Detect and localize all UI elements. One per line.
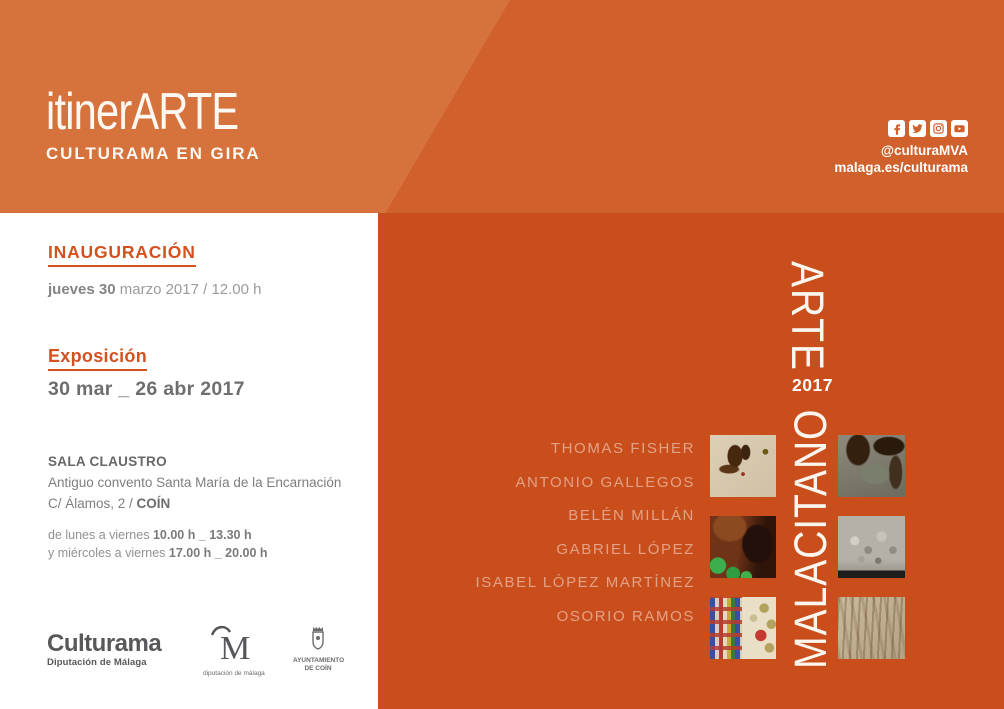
inauguration-title: INAUGURACIÓN bbox=[48, 242, 196, 267]
diputacion-malaga-logo bbox=[203, 622, 265, 677]
facebook-icon bbox=[888, 120, 905, 137]
hours-line-1-days: de lunes a viernes bbox=[48, 528, 153, 542]
artist-name: ANTONIO GALLEGOS bbox=[515, 473, 695, 491]
brand-title-light: itiner bbox=[46, 83, 132, 141]
artist-name: THOMAS FISHER bbox=[550, 440, 695, 457]
vertical-title-year: 2017 bbox=[792, 375, 833, 395]
instagram-icon bbox=[930, 120, 947, 137]
brand-logo bbox=[46, 83, 286, 163]
venue-street: C/ Álamos, 2 / bbox=[48, 496, 137, 511]
hours-line-2-times: 17.00 h _ 20.00 h bbox=[168, 545, 268, 560]
hours-line-1-times: 10.00 h _ 13.30 h bbox=[152, 528, 252, 542]
venue-city: COÍN bbox=[136, 496, 171, 511]
twitter-icon bbox=[909, 120, 926, 137]
diputacion-m-icon bbox=[204, 622, 260, 664]
culturama-logo bbox=[47, 632, 161, 668]
culturama-logo-subtitle: Diputación de Málaga bbox=[47, 657, 147, 668]
coin-caption-line2: DE COÍN bbox=[304, 665, 332, 672]
artwork-thumbnail-2 bbox=[710, 516, 776, 578]
artist-list bbox=[476, 432, 695, 633]
artwork-thumbnail-5 bbox=[838, 516, 905, 578]
social-icons-row bbox=[834, 120, 968, 137]
coin-caption-line1: AYUNTAMIENTO bbox=[293, 657, 345, 664]
vertical-title-arte: ARTE bbox=[782, 261, 833, 372]
inauguration-date-rest: marzo 2017 / 12.00 h bbox=[115, 281, 262, 298]
brand-subtitle: CULTURAMA EN GIRA bbox=[46, 144, 261, 163]
social-block bbox=[834, 120, 968, 176]
artwork-thumbnail-1 bbox=[710, 435, 776, 497]
venue-address-line1: Antiguo convento Santa María de la Encarnación bbox=[48, 475, 342, 490]
svg-text:M: M bbox=[220, 630, 251, 664]
brand-title bbox=[46, 83, 239, 141]
youtube-icon bbox=[951, 120, 968, 137]
exhibition-title: Exposición bbox=[48, 346, 147, 371]
venue-name: SALA CLAUSTRO bbox=[48, 454, 167, 469]
hours-line-2-days: y miércoles a viernes bbox=[48, 545, 169, 560]
social-handle: @culturaMVA bbox=[880, 143, 968, 158]
artist-name: BELÉN MILLÁN bbox=[568, 507, 695, 524]
artwork-thumbnail-6 bbox=[838, 597, 905, 659]
coin-crest-icon bbox=[309, 626, 327, 650]
artist-name: OSORIO RAMOS bbox=[556, 607, 695, 625]
info-panel bbox=[0, 213, 378, 709]
inauguration-date bbox=[48, 281, 262, 298]
artists-panel bbox=[378, 213, 1004, 709]
hours-line-1 bbox=[48, 527, 268, 545]
culturama-logo-title: Culturama bbox=[47, 630, 162, 657]
exhibition-dates: 30 mar _ 26 abr 2017 bbox=[48, 378, 245, 400]
hours-line-2 bbox=[48, 545, 268, 563]
venue-block bbox=[48, 451, 341, 514]
header-banner bbox=[0, 0, 1004, 213]
diputacion-caption: diputación de málaga bbox=[203, 670, 265, 677]
social-website: malaga.es/culturama bbox=[834, 160, 968, 175]
artwork-thumbnail-4 bbox=[838, 435, 905, 497]
vertical-title-malacitano: MALACITANO bbox=[785, 408, 836, 669]
brand-title-caps: ARTE bbox=[131, 83, 239, 141]
artist-name: ISABEL LÓPEZ MARTÍNEZ bbox=[475, 574, 695, 591]
artist-name: GABRIEL LÓPEZ bbox=[556, 540, 695, 558]
inauguration-date-day: jueves 30 bbox=[48, 281, 116, 298]
artwork-thumbnail-3 bbox=[710, 597, 776, 659]
venue-address-line2 bbox=[48, 493, 341, 514]
opening-hours bbox=[48, 527, 268, 562]
ayuntamiento-coin-logo bbox=[293, 626, 343, 673]
coin-caption bbox=[293, 657, 343, 673]
